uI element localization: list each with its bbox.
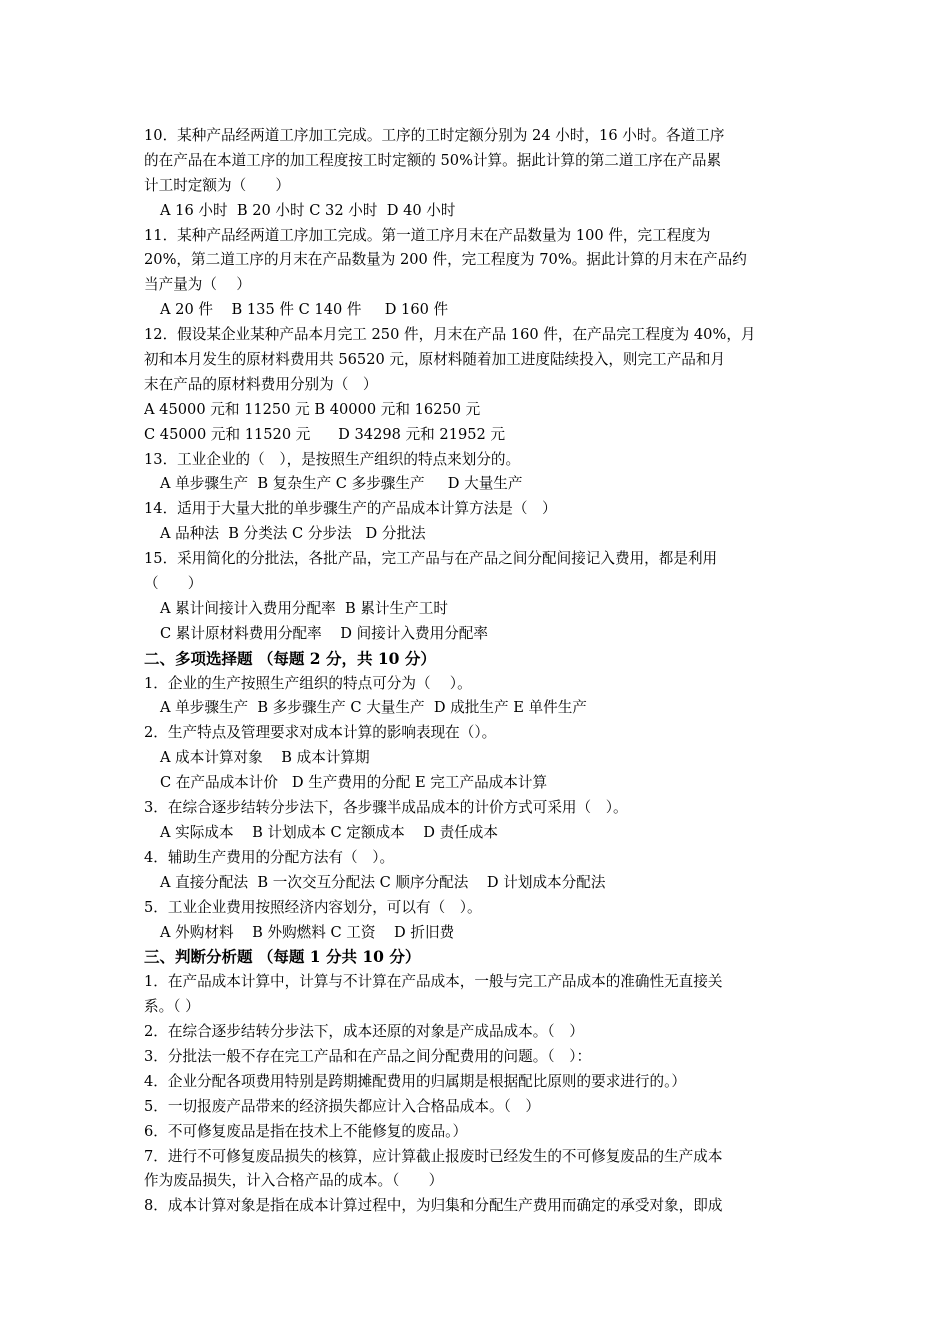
text-line: 3．在综合逐步结转分步法下，各步骤半成品成本的计价方式可采用（ ）。 (144, 799, 628, 817)
answer-options-line: A 品种法 B 分类法 C 分步法 D 分批法 (160, 525, 426, 543)
text-line: 7．进行不可修复废品损失的核算，应计算截止报废时已经发生的不可修复废品的生产成本 (144, 1147, 723, 1165)
text-line: 系。（ ） (144, 998, 200, 1016)
text-line: 4．辅助生产费用的分配方法有（ ）。 (144, 848, 395, 866)
text-line: 12．假设某企业某种产品本月完工 250 件，月末在产品 160 件，在产品完工程度为 40%，月 (144, 326, 756, 344)
answer-options-line: A 16 小时 B 20 小时 C 32 小时 D 40 小时 (160, 201, 456, 219)
text-line: 4．企业分配各项费用特别是跨期摊配费用的归属期是根据配比原则的要求进行的。） (144, 1072, 686, 1090)
text-line: 15．采用简化的分批法，各批产品，完工产品与在产品之间分配间接记入费用，都是利用 (144, 550, 718, 568)
text-line: C 45000 元和 11520 元 D 34298 元和 21952 元 (144, 425, 506, 443)
answer-options-line: A 外购材料 B 外购燃料 C 工资 D 折旧费 (160, 923, 455, 941)
text-line: 作为废品损失，计入合格产品的成本。（ ） (144, 1172, 444, 1190)
text-line: 计工时定额为（ ） (144, 176, 290, 194)
answer-options-line: A 累计间接计入费用分配率 B 累计生产工时 (160, 599, 448, 617)
text-line: 13．工业企业的（ ），是按照生产组织的特点来划分的。 (144, 450, 521, 468)
answer-options-line: C 在产品成本计价 D 生产费用的分配 E 完工产品成本计算 (160, 774, 548, 792)
text-line: （ ） (144, 575, 203, 593)
answer-options-line: A 单步骤生产 B 复杂生产 C 多步骤生产 D 大量生产 (160, 475, 523, 493)
text-line: 5．一切报废产品带来的经济损失都应计入合格品成本。（ ） (144, 1097, 541, 1115)
text-line: 20%，第二道工序的月末在产品数量为 200 件，完工程度为 70%。据此计算的月末在产品约 (144, 251, 747, 269)
text-line: A 45000 元和 11250 元 B 40000 元和 16250 元 (144, 400, 481, 418)
document-body (144, 124, 812, 1219)
answer-options-line: C 累计原材料费用分配率 D 间接计入费用分配率 (160, 624, 488, 642)
text-line: 1．企业的生产按照生产组织的特点可分为（ ）。 (144, 674, 472, 692)
text-line: 3．分批法一般不存在完工产品和在产品之间分配费用的问题。（ ）： (144, 1047, 592, 1065)
text-line: 8．成本计算对象是指在成本计算过程中，为归集和分配生产费用而确定的承受对象，即成 (144, 1197, 723, 1215)
text-line: 14．适用于大量大批的单步骤生产的产品成本计算方法是（ ） (144, 500, 557, 518)
text-line: 11．某种产品经两道工序加工完成。第一道工序月末在产品数量为 100 件，完工程度为 (144, 226, 711, 244)
text-line: 的在产品在本道工序的加工程度按工时定额的 50%计算。据此计算的第二道工序在产品累 (144, 151, 722, 169)
text-line: 初和本月发生的原材料费用共 56520 元，原材料随着加工进度陆续投入，则完工产品和月 (144, 351, 726, 369)
text-line: 5．工业企业费用按照经济内容划分，可以有（ ）。 (144, 898, 482, 916)
answer-options-line: A 实际成本 B 计划成本 C 定额成本 D 责任成本 (160, 823, 498, 841)
text-line: 当产量为（ ） (144, 276, 251, 294)
text-line: 6．不可修复废品是指在技术上不能修复的废品。） (144, 1122, 468, 1140)
answer-options-line: A 直接分配法 B 一次交互分配法 C 顺序分配法 D 计划成本分配法 (160, 873, 606, 891)
text-line: 末在产品的原材料费用分别为（ ） (144, 375, 378, 393)
section-heading: 二、多项选择题 （每题 2 分，共 10 分） (144, 648, 436, 668)
text-line: 10．某种产品经两道工序加工完成。工序的工时定额分别为 24 小时，16 小时。各道工序 (144, 127, 725, 144)
text-line: 1．在产品成本计算中，计算与不计算在产品成本，一般与完工产品成本的准确性无直接关 (144, 973, 723, 991)
answer-options-line: A 成本计算对象 B 成本计算期 (160, 749, 370, 767)
text-line: 2．在综合逐步结转分步法下，成本还原的对象是产成品成本。（ ） (144, 1023, 584, 1041)
text-line: 2．生产特点及管理要求对成本计算的影响表现在（）。 (144, 724, 497, 742)
answer-options-line: A 20 件 B 135 件 C 140 件 D 160 件 (160, 301, 449, 319)
answer-options-line: A 单步骤生产 B 多步骤生产 C 大量生产 D 成批生产 E 单件生产 (160, 699, 587, 717)
section-heading: 三、判断分析题 （每题 1 分共 10 分） (144, 947, 421, 967)
